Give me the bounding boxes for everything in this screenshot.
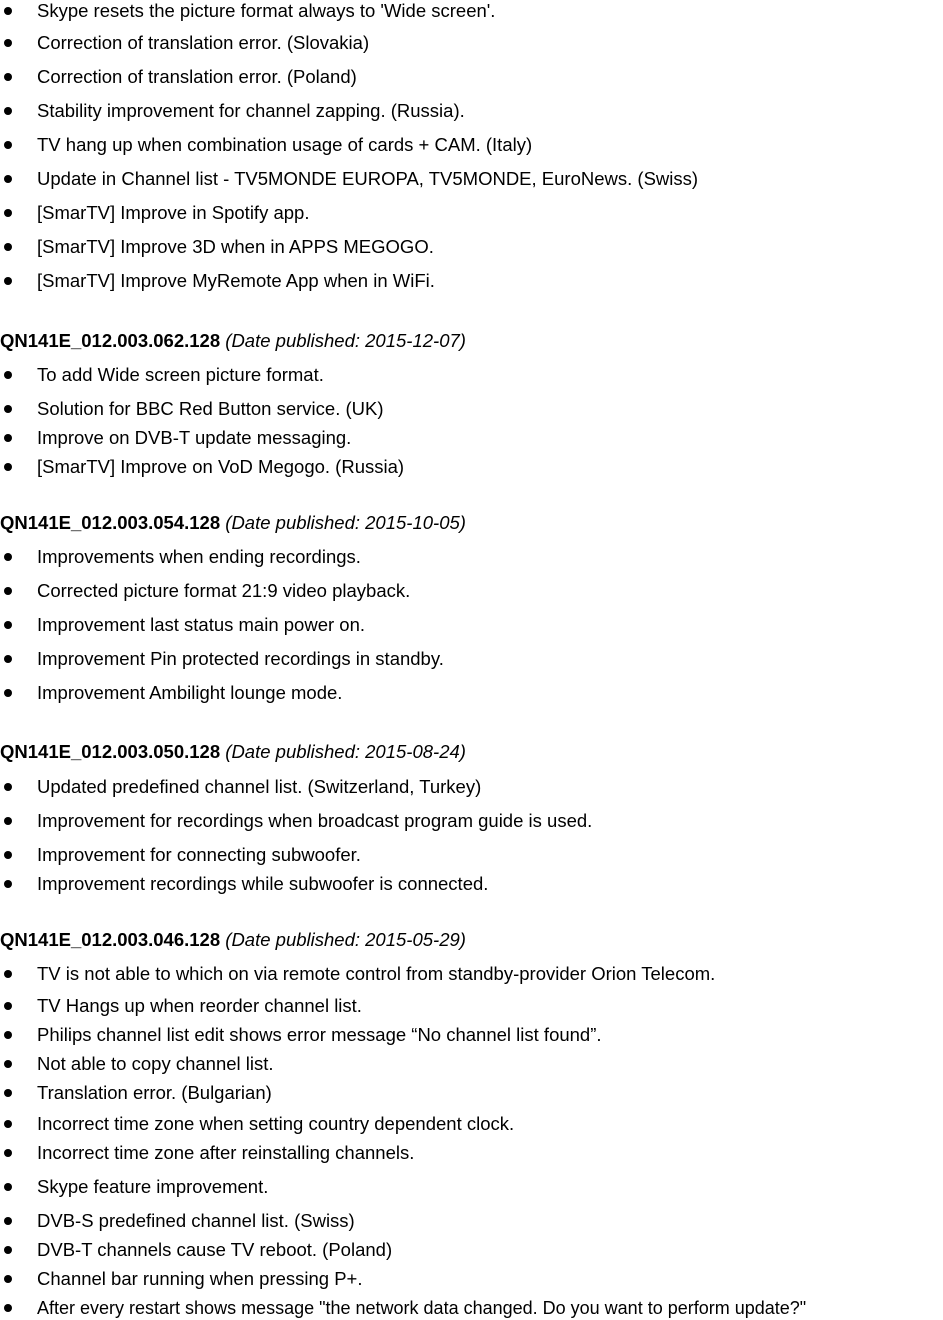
bullet-icon bbox=[4, 970, 12, 978]
bullet-icon bbox=[4, 277, 12, 285]
bullet-icon bbox=[4, 73, 12, 81]
release-heading: QN141E_012.003.046.128 (Date published: 2015-05-29) bbox=[0, 929, 466, 950]
bullet-icon bbox=[4, 851, 12, 859]
bullet-icon bbox=[4, 1149, 12, 1157]
bullet-icon bbox=[4, 1120, 12, 1128]
bullet-icon bbox=[4, 434, 12, 442]
bullet-icon bbox=[4, 817, 12, 825]
bullet-icon bbox=[4, 621, 12, 629]
bullet-icon bbox=[4, 1304, 12, 1312]
bullet-icon bbox=[4, 783, 12, 791]
bullet-icon bbox=[4, 405, 12, 413]
bullet-icon bbox=[4, 689, 12, 697]
release-heading: QN141E_012.003.050.128 (Date published: 2015-08-24) bbox=[0, 741, 466, 762]
bullet-icon bbox=[4, 1246, 12, 1254]
bullet-icon bbox=[4, 175, 12, 183]
bullet-icon bbox=[4, 243, 12, 251]
bullet-icon bbox=[4, 39, 12, 47]
bullet-icon bbox=[4, 463, 12, 471]
bullet-icon bbox=[4, 209, 12, 217]
bullet-icon bbox=[4, 587, 12, 595]
bullet-icon bbox=[4, 1089, 12, 1097]
bullet-icon bbox=[4, 371, 12, 379]
bullet-icon bbox=[4, 1217, 12, 1225]
bullet-icon bbox=[4, 1183, 12, 1191]
bullet-icon bbox=[4, 107, 12, 115]
release-heading: QN141E_012.003.054.128 (Date published: 2015-10-05) bbox=[0, 512, 466, 533]
bullet-icon bbox=[4, 1031, 12, 1039]
bullet-icon bbox=[4, 141, 12, 149]
bullet-icon bbox=[4, 1275, 12, 1283]
bullet-icon bbox=[4, 1002, 12, 1010]
bullet-icon bbox=[4, 553, 12, 561]
bullet-icon bbox=[4, 7, 12, 15]
bullet-icon bbox=[4, 1060, 12, 1068]
release-heading: QN141E_012.003.062.128 (Date published: 2015-12-07) bbox=[0, 330, 466, 351]
bullet-icon bbox=[4, 655, 12, 663]
bullet-icon bbox=[4, 880, 12, 888]
